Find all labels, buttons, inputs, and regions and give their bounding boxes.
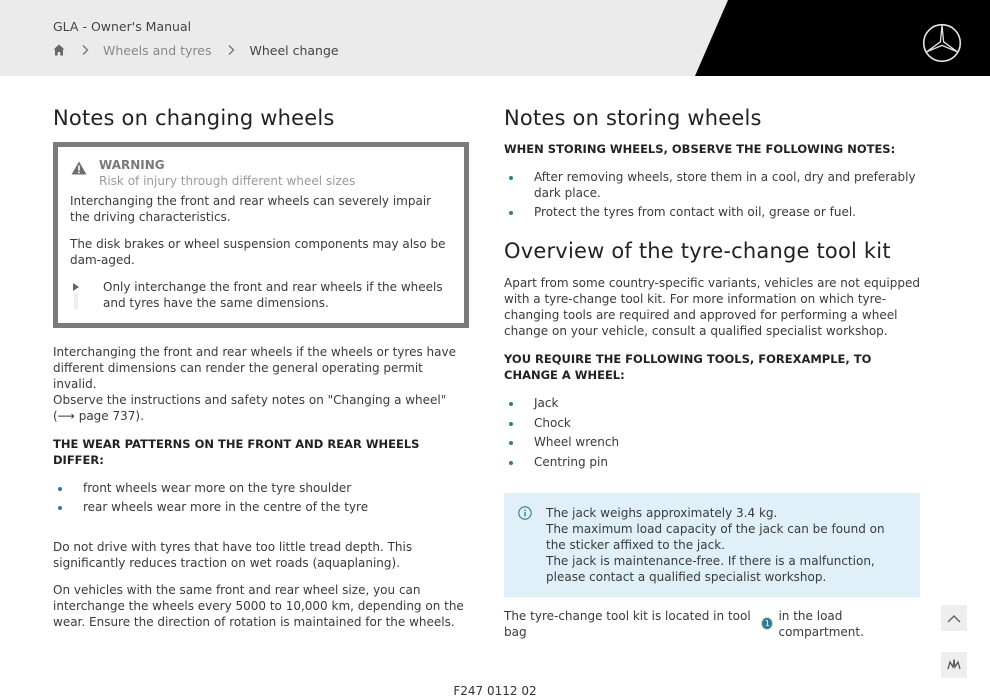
tools-heading: YOU REQUIRE THE FOLLOWING TOOLS, FOREXAMPLE, TO CHANGE A WHEEL:	[504, 352, 872, 382]
warning-paragraph: Interchanging the front and rear wheels can severely impair the driving characteristics.	[70, 194, 432, 224]
storing-list	[504, 169, 920, 220]
left-column	[53, 104, 469, 630]
brand-logo-icon	[947, 659, 961, 671]
item-number-badge: 1	[761, 617, 773, 630]
list-item: Jack	[504, 395, 920, 411]
storing-heading: WHEN STORING WHEELS, OBSERVE THE FOLLOWING NOTES:	[504, 142, 896, 156]
manual-title: GLA - Owner's Manual	[53, 19, 192, 34]
breadcrumb-link-wheels-and-tyres[interactable]: Wheels and tyres	[103, 42, 212, 58]
paragraph: Do not drive with tyres that have too little tread depth. This significantly reduces traction on wet roads (aquaplaning).	[53, 540, 413, 570]
page-reference-link[interactable]: (⟶ page 737).	[53, 409, 144, 423]
warning-action-step	[70, 279, 452, 311]
tools-list	[504, 395, 920, 470]
info-box	[504, 493, 920, 597]
section-title-changing-wheels: Notes on changing wheels	[53, 106, 335, 130]
chevron-right-icon	[225, 44, 237, 56]
brand-logo-button[interactable]	[941, 652, 967, 678]
list-item: Chock	[504, 415, 920, 431]
warning-triangle-icon	[71, 161, 87, 175]
wear-patterns-heading: THE WEAR PATTERNS ON THE FRONT AND REAR WHEELS DIFFER:	[53, 437, 420, 467]
info-line: The jack weighs approximately 3.4 kg.	[546, 505, 778, 520]
section-title-storing-wheels: Notes on storing wheels	[504, 106, 762, 130]
chevron-up-icon	[947, 614, 961, 623]
breadcrumb-current: Wheel change	[249, 42, 339, 58]
toolbag-text-after: in the load compartment.	[778, 608, 864, 639]
info-icon	[518, 506, 532, 520]
tool-bag-location	[504, 608, 920, 640]
info-line: The jack is maintenance-free. If there is a malfunction, please contact a qualified specialist workshop.	[546, 553, 875, 584]
paragraph: On vehicles with the same front and rear wheel size, you can interchange the wheels every 5000 to 10,000 km, depending on the wear. Ensure the direction of rotation is maintained for the wheels.	[53, 583, 464, 629]
warning-paragraph: The disk brakes or wheel suspension components may also be dam-aged.	[70, 237, 446, 267]
list-item: front wheels wear more on the tyre shoulder	[53, 480, 469, 496]
list-item: Centring pin	[504, 454, 920, 470]
home-icon[interactable]	[53, 44, 65, 56]
info-line: The maximum load capacity of the jack can be found on the sticker affixed to the jack.	[546, 521, 885, 552]
warning-box	[53, 142, 469, 328]
warning-header	[70, 157, 452, 189]
list-item: After removing wheels, store them in a cool, dry and preferably dark place.	[504, 169, 920, 201]
list-item: Wheel wrench	[504, 434, 920, 450]
paragraph: Interchanging the front and rear wheels if the wheels or tyres have different dimensions can render the general operating permit invalid.	[53, 345, 456, 391]
action-arrow-icon	[73, 279, 81, 311]
page-header	[0, 0, 990, 76]
chevron-right-icon	[79, 44, 91, 56]
list-item: Protect the tyres from contact with oil, grease or fuel.	[504, 204, 920, 220]
figure-code: F247 0112 02	[453, 684, 537, 698]
right-column	[504, 104, 920, 640]
breadcrumb	[53, 42, 339, 58]
warning-step-text: Only interchange the front and rear wheels if the wheels and tyres have the same dimensions.	[103, 280, 443, 310]
mercedes-star-logo-icon[interactable]	[922, 23, 962, 63]
list-item: rear wheels wear more in the centre of the tyre	[53, 499, 469, 515]
warning-label: WARNING	[99, 158, 165, 172]
scroll-to-top-button[interactable]	[941, 605, 967, 631]
wear-patterns-list	[53, 480, 469, 515]
paragraph: Apart from some country-specific variants, vehicles are not equipped with a tyre-change tool kit. For more information on which tyre-changing tools are required and approved for performing a wheel change on your vehicle, consult a qualified specialist workshop.	[504, 276, 920, 338]
paragraph: Observe the instructions and safety notes on "Changing a wheel"	[53, 393, 447, 407]
section-title-tool-kit: Overview of the tyre-change tool kit	[504, 239, 891, 263]
toolbag-text-before: The tyre-change tool kit is located in tool bag	[504, 608, 751, 639]
warning-subtitle: Risk of injury through different wheel sizes	[99, 174, 356, 188]
